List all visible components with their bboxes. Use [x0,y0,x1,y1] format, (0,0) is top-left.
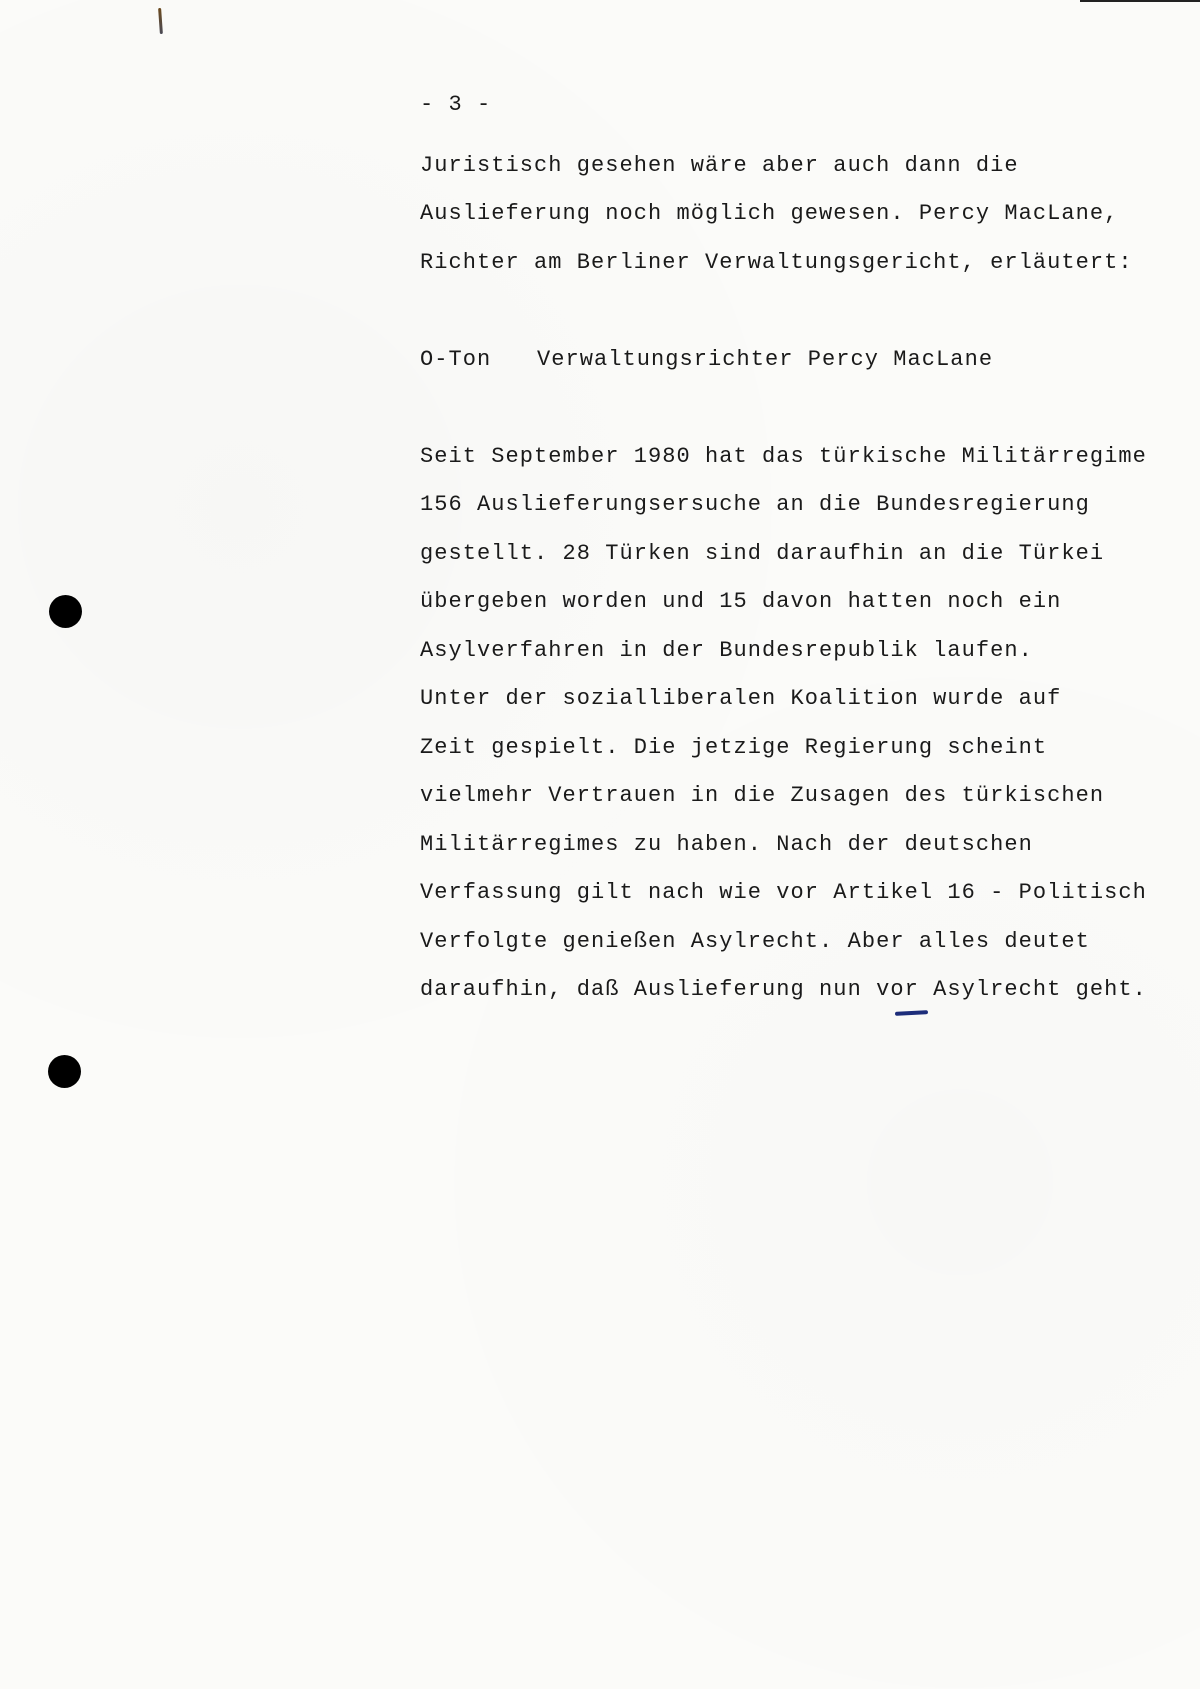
document-body [420,0,1147,1002]
paragraph-2-line: Verfolgte genießen Asylrecht. Aber alles deutet [420,929,1090,954]
paragraph-2-line: daraufhin, daß Auslieferung nun vor Asylrecht geht. [420,977,1147,1002]
punch-hole-icon [49,595,82,628]
paragraph-2-line: Seit September 1980 hat das türkische Militärregime [420,444,1147,469]
paragraph-2-line: Unter der sozialliberalen Koalition wurde auf [420,686,1062,711]
paragraph-2-line: Verfassung gilt nach wie vor Artikel 16 - Politisch [420,880,1147,905]
paragraph-2-line: 156 Auslieferungsersuche an die Bundesregierung [420,492,1090,517]
paragraph-1-line: Juristisch gesehen wäre aber auch dann die [420,153,1019,178]
paragraph-2-line: Militärregimes zu haben. Nach der deutschen [420,832,1033,857]
staple-mark [158,8,163,34]
paragraph-2-line: übergeben worden und 15 davon hatten noch ein [420,589,1062,614]
handwritten-underline-mark [895,1010,928,1016]
paragraph-1-line: Auslieferung noch möglich gewesen. Percy MacLane, [420,201,1119,226]
oton-speaker: Verwaltungsrichter Percy MacLane [537,347,994,372]
oton-label: O-Ton [420,347,492,372]
page-number: - 3 - [420,92,492,117]
punch-hole-icon [48,1055,81,1088]
paragraph-1-line: Richter am Berliner Verwaltungsgericht, erläutert: [420,250,1133,275]
paragraph-2-line: Asylverfahren in der Bundesrepublik laufen. [420,638,1033,663]
scan-edge-line [1080,0,1200,2]
paragraph-2-line: Zeit gespielt. Die jetzige Regierung scheint [420,735,1048,760]
paragraph-2-line: gestellt. 28 Türken sind daraufhin an die Türkei [420,541,1105,566]
paragraph-2-line: vielmehr Vertrauen in die Zusagen des türkischen [420,783,1105,808]
